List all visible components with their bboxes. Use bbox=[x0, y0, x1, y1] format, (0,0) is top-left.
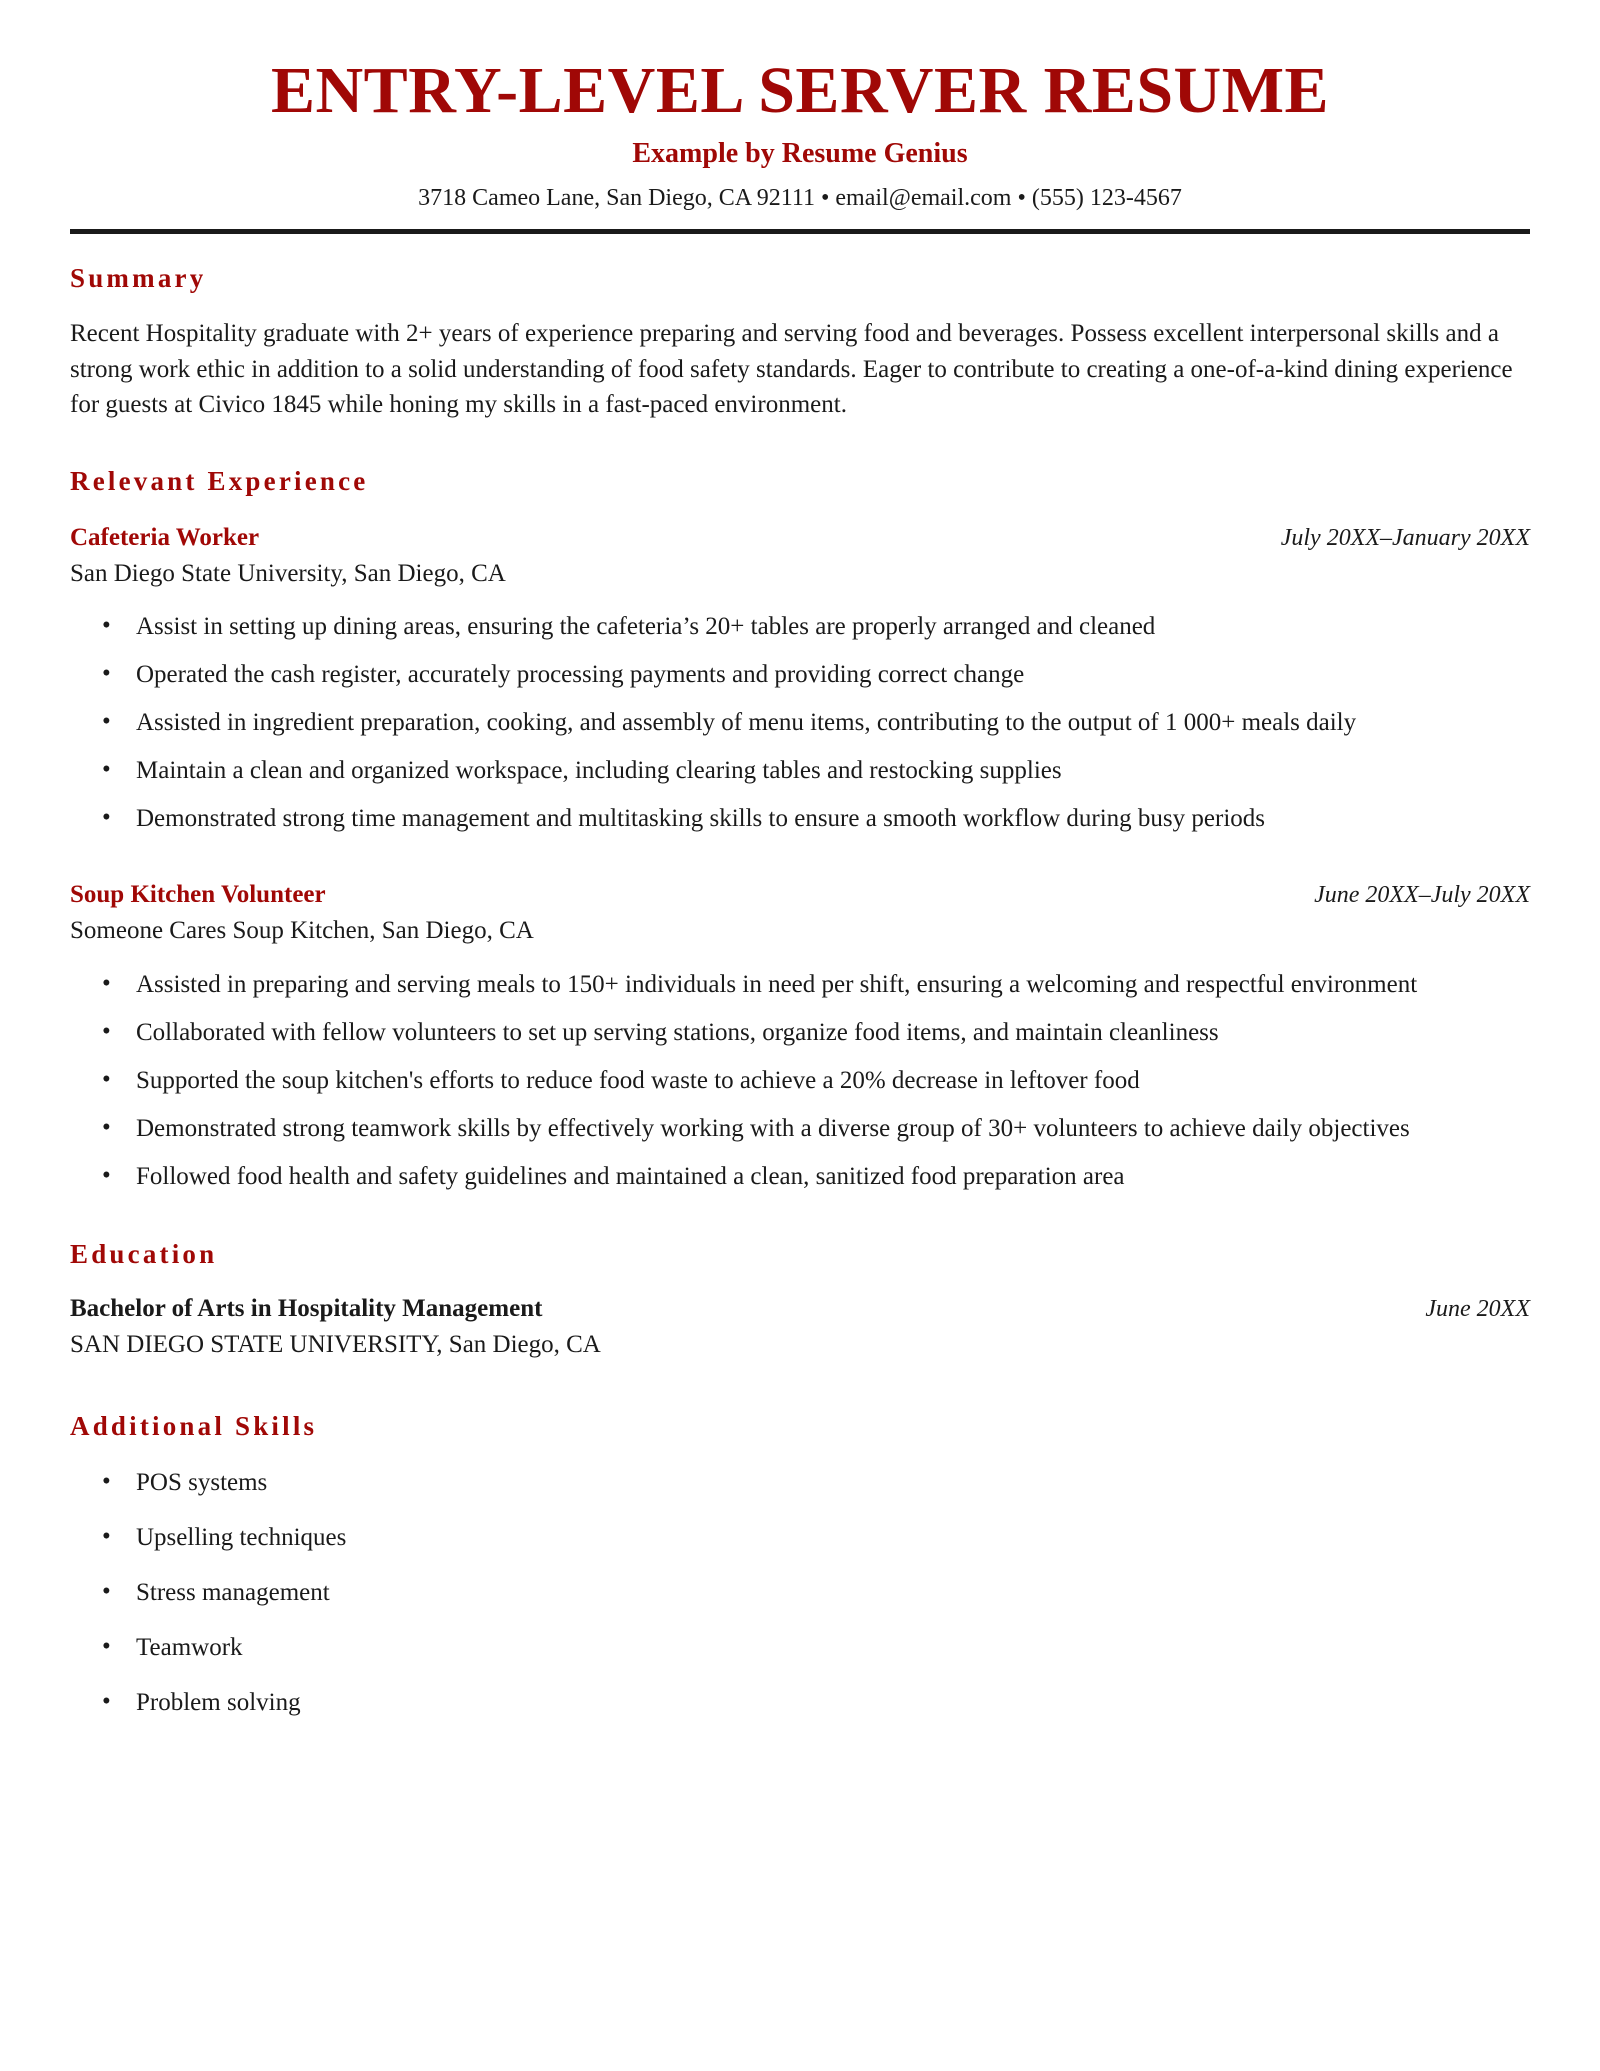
section-heading-summary: Summary bbox=[70, 262, 207, 293]
list-item: • Problem solving bbox=[70, 1685, 1530, 1720]
education-section bbox=[70, 1238, 1530, 1361]
contact-address: 3718 Cameo Lane, San Diego, CA 92111 bbox=[418, 185, 815, 212]
list-item: • Operated the cash register, accurately processing payments and providing correct change bbox=[70, 657, 1530, 692]
contact-email[interactable]: email@email.com bbox=[835, 185, 1012, 212]
section-heading-skills: Additional Skills bbox=[70, 1411, 318, 1442]
contact-separator-1: • bbox=[821, 185, 830, 212]
contact-separator-2: • bbox=[1017, 185, 1026, 212]
list-item: • Teamwork bbox=[70, 1630, 1530, 1665]
job-title: Cafeteria Worker bbox=[70, 524, 260, 552]
resume-subtitle: Example by Resume Genius bbox=[632, 138, 968, 170]
resume-header bbox=[70, 0, 1530, 234]
list-item: • Assisted in preparing and serving meals to 150+ individuals in need per shift, ensuring a welcoming and respectful environment bbox=[70, 967, 1530, 1002]
skills-bullet-list bbox=[70, 1465, 1530, 1720]
list-item: • Supported the soup kitchen's efforts to reduce food waste to achieve a 20% decrease in leftover food bbox=[70, 1063, 1530, 1098]
education-degree: Bachelor of Arts in Hospitality Management bbox=[70, 1295, 543, 1323]
experience-entry-header bbox=[70, 523, 1530, 553]
list-item: • Assist in setting up dining areas, ensuring the cafeteria’s 20+ tables are properly arranged and cleaned bbox=[70, 609, 1530, 644]
job-title: Soup Kitchen Volunteer bbox=[70, 881, 326, 909]
list-item: • Upselling techniques bbox=[70, 1520, 1530, 1555]
job-bullet-list bbox=[70, 609, 1530, 836]
section-heading-experience: Relevant Experience bbox=[70, 465, 369, 496]
summary-text: Recent Hospitality graduate with 2+ years of experience preparing and serving food and beverages. Possess excellent interpersonal skills and a strong work ethic in addition to a solid understanding of food safety standards. Eager to contribute to creating a one-of-a-kind dining experience for guests at Civico 1845 while honing my skills in a fast-paced environment. bbox=[70, 320, 1513, 419]
job-organization: San Diego State University, San Diego, CA bbox=[70, 560, 506, 588]
experience-entry bbox=[70, 523, 1530, 836]
list-item: • Demonstrated strong time management and multitasking skills to ensure a smooth workflow during busy periods bbox=[70, 801, 1530, 836]
education-date: June 20XX bbox=[1425, 1296, 1530, 1323]
list-item: • POS systems bbox=[70, 1465, 1530, 1500]
list-item: • Assisted in ingredient preparation, cooking, and assembly of menu items, contributing to the output of 1 000+ meals daily bbox=[70, 705, 1530, 740]
job-bullet-list bbox=[70, 967, 1530, 1194]
header-divider bbox=[70, 229, 1530, 234]
job-organization: Someone Cares Soup Kitchen, San Diego, CA bbox=[70, 917, 534, 945]
education-entry bbox=[70, 1294, 1530, 1360]
skills-section bbox=[70, 1410, 1530, 1719]
education-school: SAN DIEGO STATE UNIVERSITY, San Diego, CA bbox=[70, 1331, 601, 1359]
summary-section bbox=[70, 262, 1530, 423]
list-item: • Followed food health and safety guidelines and maintained a clean, sanitized food preparation area bbox=[70, 1159, 1530, 1194]
job-dates: July 20XX–January 20XX bbox=[1280, 525, 1530, 552]
list-item: • Stress management bbox=[70, 1575, 1530, 1610]
list-item: • Collaborated with fellow volunteers to set up serving stations, organize food items, and maintain cleanliness bbox=[70, 1015, 1530, 1050]
job-dates: June 20XX–July 20XX bbox=[1314, 882, 1530, 909]
section-heading-education: Education bbox=[70, 1238, 218, 1269]
education-entry-header bbox=[70, 1294, 1530, 1324]
page-title: ENTRY-LEVEL SERVER RESUME bbox=[270, 54, 1330, 127]
contact-phone: (555) 123-4567 bbox=[1031, 185, 1182, 212]
list-item: • Demonstrated strong teamwork skills by effectively working with a diverse group of 30+ volunteers to achieve daily objectives bbox=[70, 1111, 1530, 1146]
list-item: • Maintain a clean and organized workspace, including clearing tables and restocking supplies bbox=[70, 753, 1530, 788]
experience-entry bbox=[70, 880, 1530, 1193]
experience-section bbox=[70, 465, 1530, 1194]
contact-line bbox=[70, 184, 1530, 213]
experience-entry-header bbox=[70, 880, 1530, 910]
